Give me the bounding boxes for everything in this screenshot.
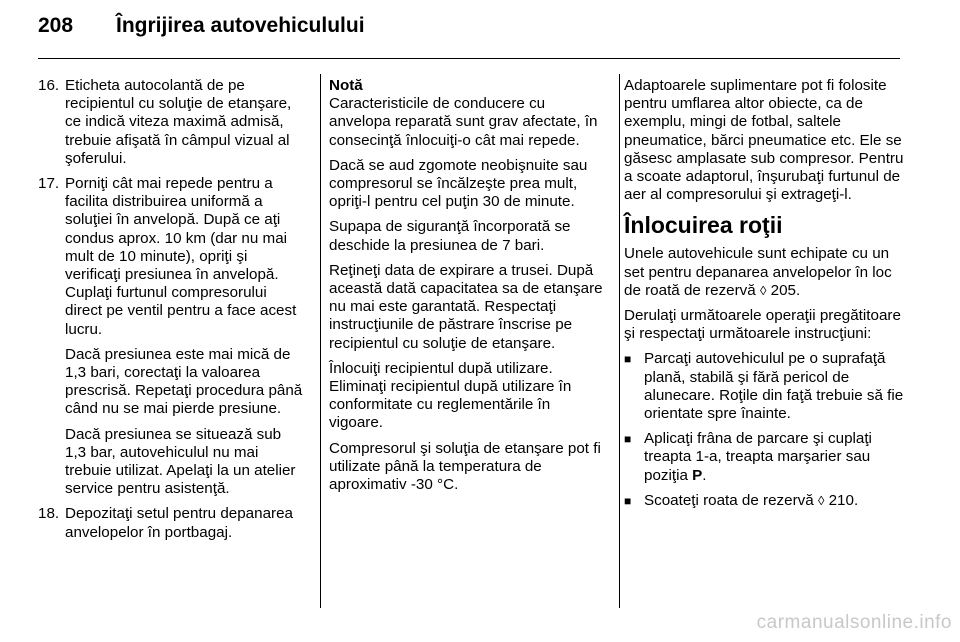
page-number: 208	[38, 14, 74, 37]
bullet-item-1	[624, 350, 904, 423]
page-ref-arrow-icon: ◊	[817, 492, 825, 508]
bullet-text	[644, 492, 904, 510]
list-item-17	[38, 175, 306, 339]
note-paragraph-2: Dacă se aud zgomote neobişnuite sau compresorul se încălzeşte prea mult, opriţi-l pentru cel puţin 30 de minute.	[329, 156, 588, 211]
bullet-text-main: Aplicaţi frâna de parcare şi cuplaţi treapta 1-a, treapta marşarier sau poziţia	[644, 430, 872, 484]
item-text: Depozitaţi setul pentru depanarea anvelopelor în portbagaj.	[65, 505, 293, 541]
page-ref-arrow-icon: ◊	[759, 282, 767, 298]
gear-position-label: P	[692, 466, 703, 484]
bullet-text-end: .	[702, 466, 707, 484]
bullet-text-main: Scoateţi roata de rezervă	[644, 491, 814, 509]
list-item-18	[38, 505, 306, 541]
bullet-text	[644, 430, 904, 485]
bullet-item-3	[624, 492, 904, 510]
item-17-subparagraph-1: Dacă presiunea este mai mică de 1,3 bari, corectaţi la valoarea prescrisă. Repetaţi procedura până când nu se mai pierde presiune.	[65, 345, 303, 418]
column-middle	[329, 77, 603, 501]
instructions-paragraph: Derulaţi următoarele operaţii pregătitoare şi respectaţi următoarele instrucţiuni:	[624, 307, 901, 343]
item-text: Eticheta autocolantă de pe recipientul cu soluţie de etanşare, ce indică viteza maximă admisă, trebuie afişată în câmpul vizual al şoferului.	[65, 77, 292, 167]
bullet-square-icon: ■	[624, 432, 632, 447]
item-17-subparagraph-2: Dacă presiunea se situează sub 1,3 bar, autovehiculul nu mai trebuie utilizat. Apelaţi la un atelier service pentru asistenţă.	[65, 425, 296, 498]
intro-paragraph	[624, 245, 904, 300]
adapter-paragraph: Adaptoarele suplimentare pot fi folosite pentru umflarea altor obiecte, ca de exemplu, mingi de fotbal, saltele pneumatice, bărci pneumatice etc. Ele se găsesc amplasate sub compresor. Pentru a scoate adaptorul, înşurubaţi furtunul de aer al compresorului şi extrageţi-l.	[624, 77, 904, 204]
page-header	[38, 14, 365, 44]
note-paragraph-1: Caracteristicile de conducere cu anvelopa reparată sunt grav afectate, în consecinţă înlocuiţi-o cât mai repede.	[329, 95, 598, 149]
section-heading: Înlocuirea roţii	[624, 212, 783, 239]
bullet-text: Parcaţi autovehiculul pe o suprafaţă plană, stabilă şi fără pericol de alunecare. Roţile din faţă trebuie să fie orientate spre înainte.	[644, 350, 904, 423]
note-paragraph-6: Compresorul şi soluţia de etanşare pot fi utilizate până la temperatura de aproximativ -30 °C.	[329, 439, 601, 494]
note-paragraph-5: Înlocuiţi recipientul după utilizare. Eliminaţi recipientul după utilizare în conformitate cu reglementările în vigoare.	[329, 359, 572, 432]
item-number: 18.	[38, 505, 60, 523]
column-right	[624, 77, 904, 517]
header-rule	[38, 58, 900, 59]
page-reference-link[interactable]: 205.	[770, 281, 801, 299]
watermark: carmanualsonline.info	[756, 612, 952, 633]
note-paragraph-3: Supapa de siguranţă încorporată se deschide la presiunea de 7 bari.	[329, 218, 571, 254]
column-left	[38, 77, 306, 549]
item-number: 16.	[38, 77, 60, 94]
item-text: Porniţi cât mai repede pentru a facilita distribuirea uniformă a soluţiei în anvelopă. După ce aţi condus aprox. 10 km (dar nu mai mult de 10 minute), opriţi şi verificaţi presiunea în anvelopă. Cuplaţi furtunul compresorului direct pe ventil pentru a face acest lucru.	[65, 175, 297, 338]
bullet-item-2	[624, 430, 904, 485]
column-divider-2	[619, 74, 620, 608]
list-item-16	[38, 77, 306, 168]
note-paragraph-4: Reţineţi data de expirare a trusei. După această dată capacitatea sa de etanşare nu mai este garantată. Respectaţi instrucţiunile de păstrare înscrise pe recipientul cu soluţie de etanşare.	[329, 261, 603, 352]
intro-text: Unele autovehicule sunt echipate cu un set pentru depanarea anvelopelor în loc de roată de rezervă	[624, 245, 892, 299]
bullet-square-icon: ■	[624, 352, 632, 367]
bullet-square-icon: ■	[624, 493, 632, 508]
item-number: 17.	[38, 175, 60, 193]
note-heading: Notă	[329, 77, 363, 94]
chapter-title: Îngrijirea autovehiculului	[116, 14, 365, 37]
column-divider-1	[320, 74, 321, 608]
page-reference-link[interactable]: 210.	[828, 491, 859, 509]
